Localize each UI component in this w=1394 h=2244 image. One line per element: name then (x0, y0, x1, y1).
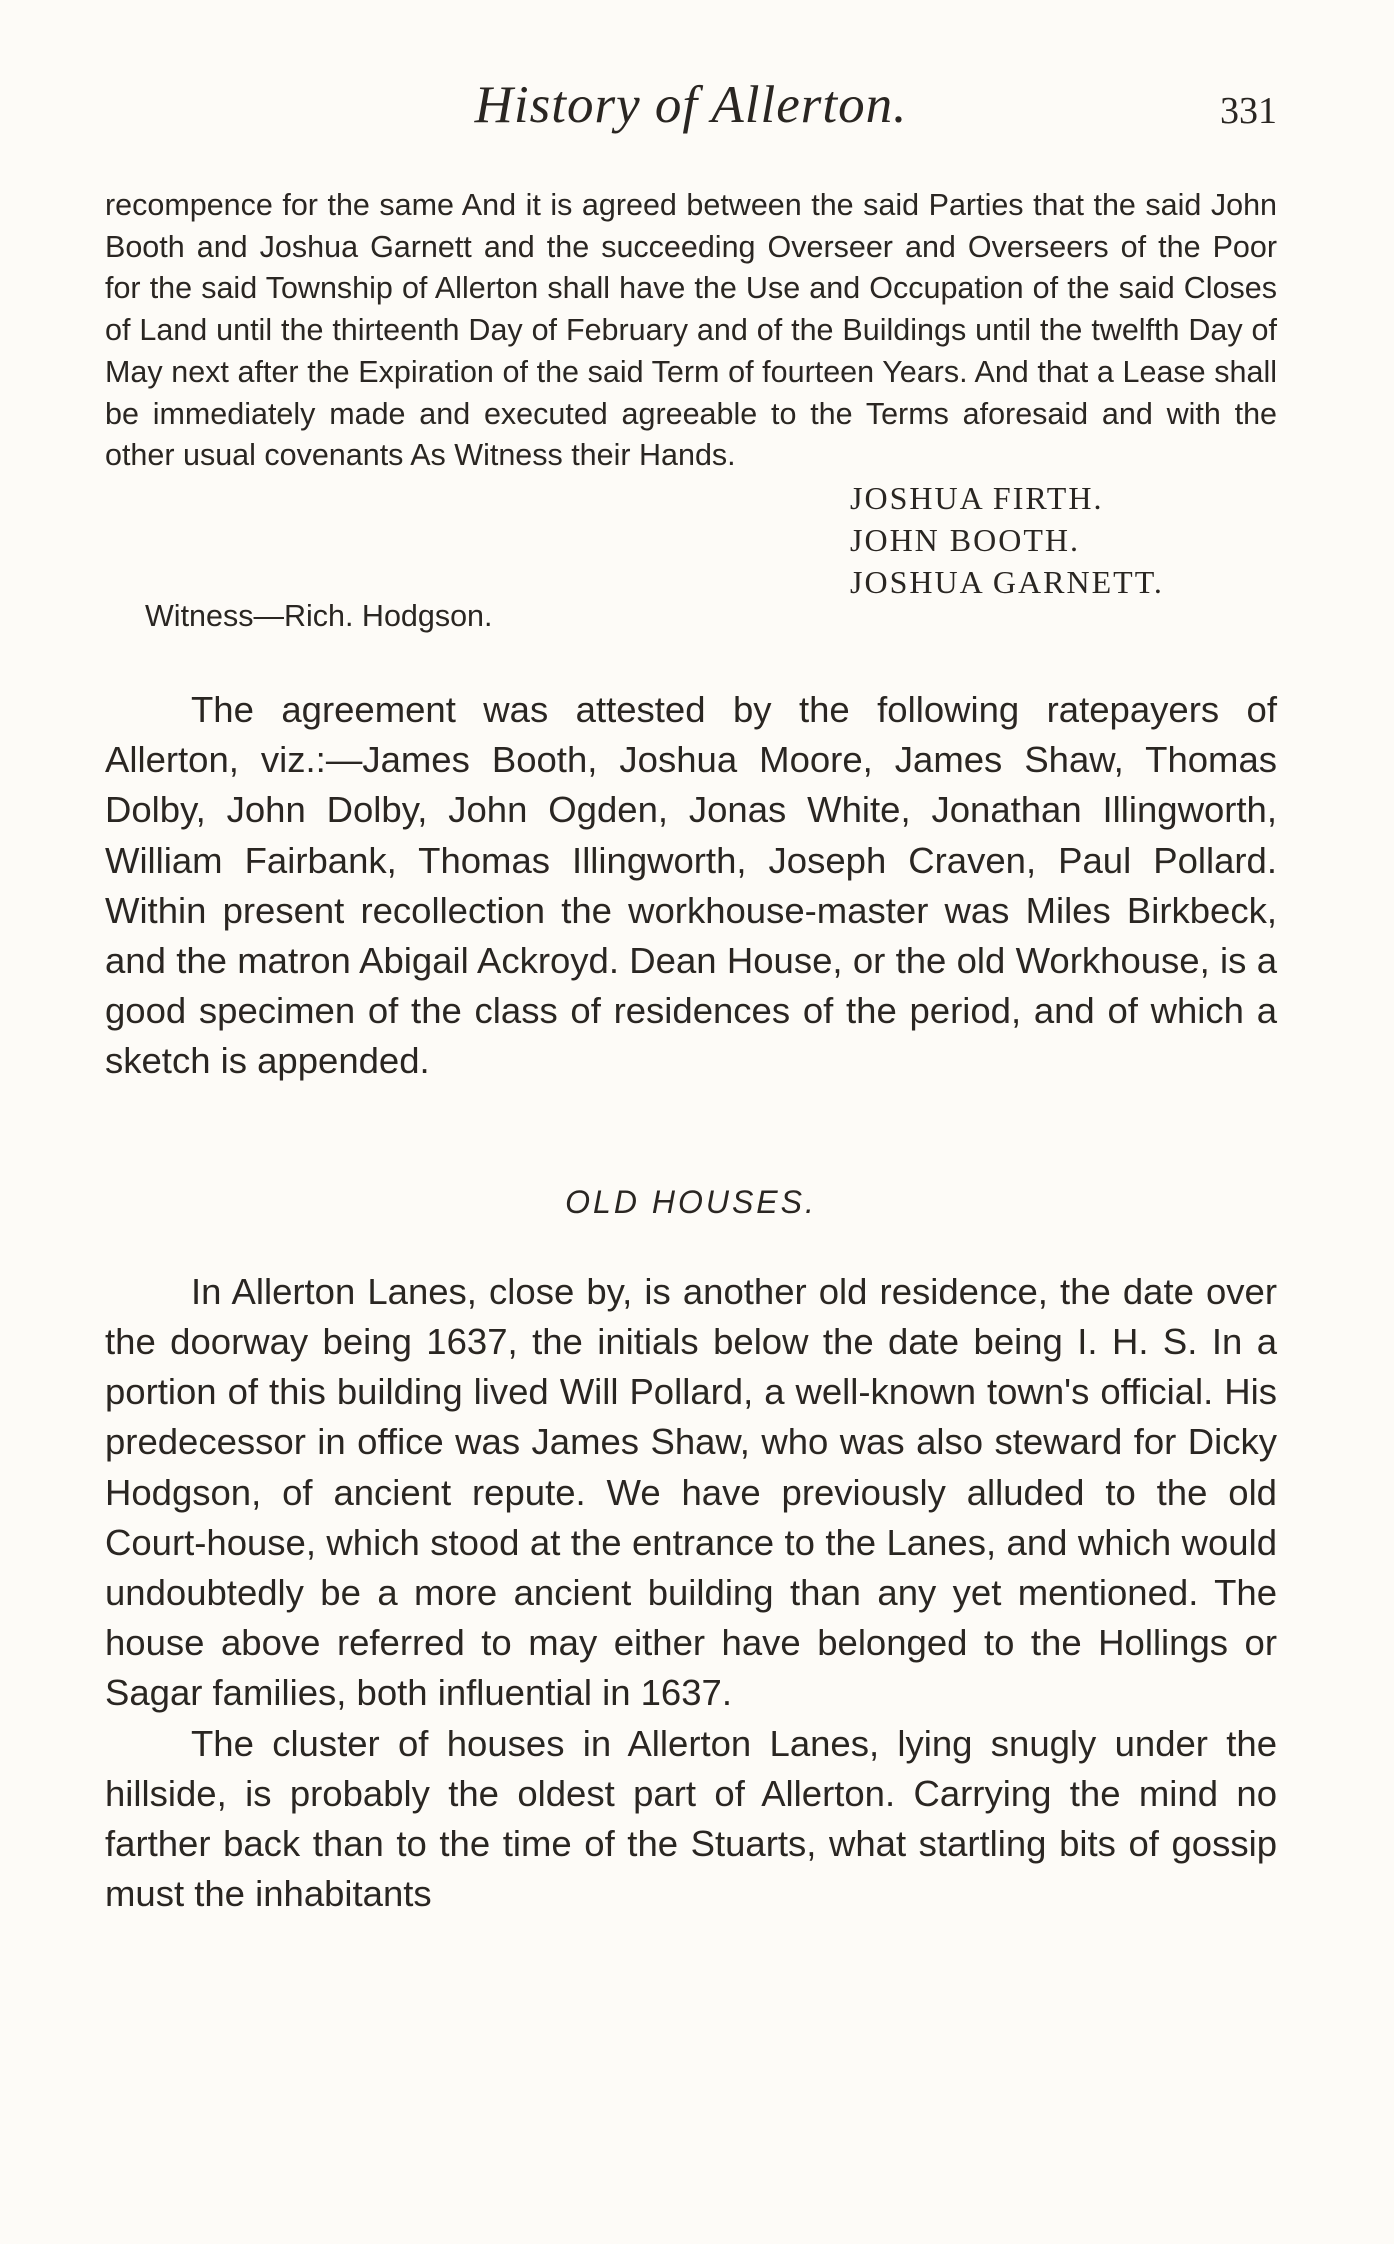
paragraph: The cluster of houses in Allerton Lanes, lying snugly under the hillside, is probably the oldest part of Allerton. Carrying the mind no farther back than to the time of the Stuarts, what startling bits of gossip must the inhabitants (105, 1722, 1277, 1915)
section-heading: OLD HOUSES. (565, 1183, 817, 1220)
agreement-text: recompence for the same And it is agreed between the said Parties that the said John Booth and Joshua Garnett and the succeeding Overseer and Overseers of the Poor for the said Township of Allerton shall have the Use and Occupation of the said Closes of Land until the thirteenth Day of February and of the Buildings until the twelfth Day of May next after the Expiration of the said Term of fourteen Years. And that a Lease shall be immediately made and executed agreeable to the Terms aforesaid and with the other usual covenants As Witness their Hands. (105, 188, 1277, 473)
running-header (105, 75, 1277, 145)
body-text (105, 685, 1277, 1919)
book-page (105, 75, 1277, 1919)
signature-line: JOSHUA GARNETT. (850, 563, 1164, 600)
paragraph: The agreement was attested by the following ratepayers of Allerton, viz.:—James Booth, Joshua Moore, James Shaw, Thomas Dolby, John Dolby, John Ogden, Jonas White, Jonathan Illingworth, William Fairbank, Thomas Illingworth, Joseph Craven, Paul Pollard. Within present recollection the workhouse-master was Miles Birkbeck, and the matron Abigail Ackroyd. Dean House, or the old Workhouse, is a good specimen of the class of residences of the period, and of which a sketch is appended. (105, 688, 1277, 1082)
running-title: History of Allerton. (474, 76, 908, 134)
signature-line: JOSHUA FIRTH. (850, 479, 1104, 516)
witness-line: Witness—Rich. Hodgson. (145, 598, 493, 633)
paragraph: In Allerton Lanes, close by, is another old residence, the date over the doorway being 1637, the initials below the date being I. H. S. In a portion of this building lived Will Pollard, a well-known town's official. His predecessor in office was James Shaw, who was also steward for Dicky Hodgson, of ancient repute. We have previously alluded to the old Court-house, which stood at the entrance to the Lanes, and which would undoubtedly be a more ancient building than any yet mentioned. The house above referred to may either have belonged to the Hollings or Sagar families, both influential in 1637. (105, 1270, 1277, 1714)
signature-list (850, 477, 1277, 603)
signature-line: JOHN BOOTH. (850, 521, 1080, 558)
page-number: 331 (1220, 90, 1277, 132)
agreement-block (105, 185, 1277, 637)
